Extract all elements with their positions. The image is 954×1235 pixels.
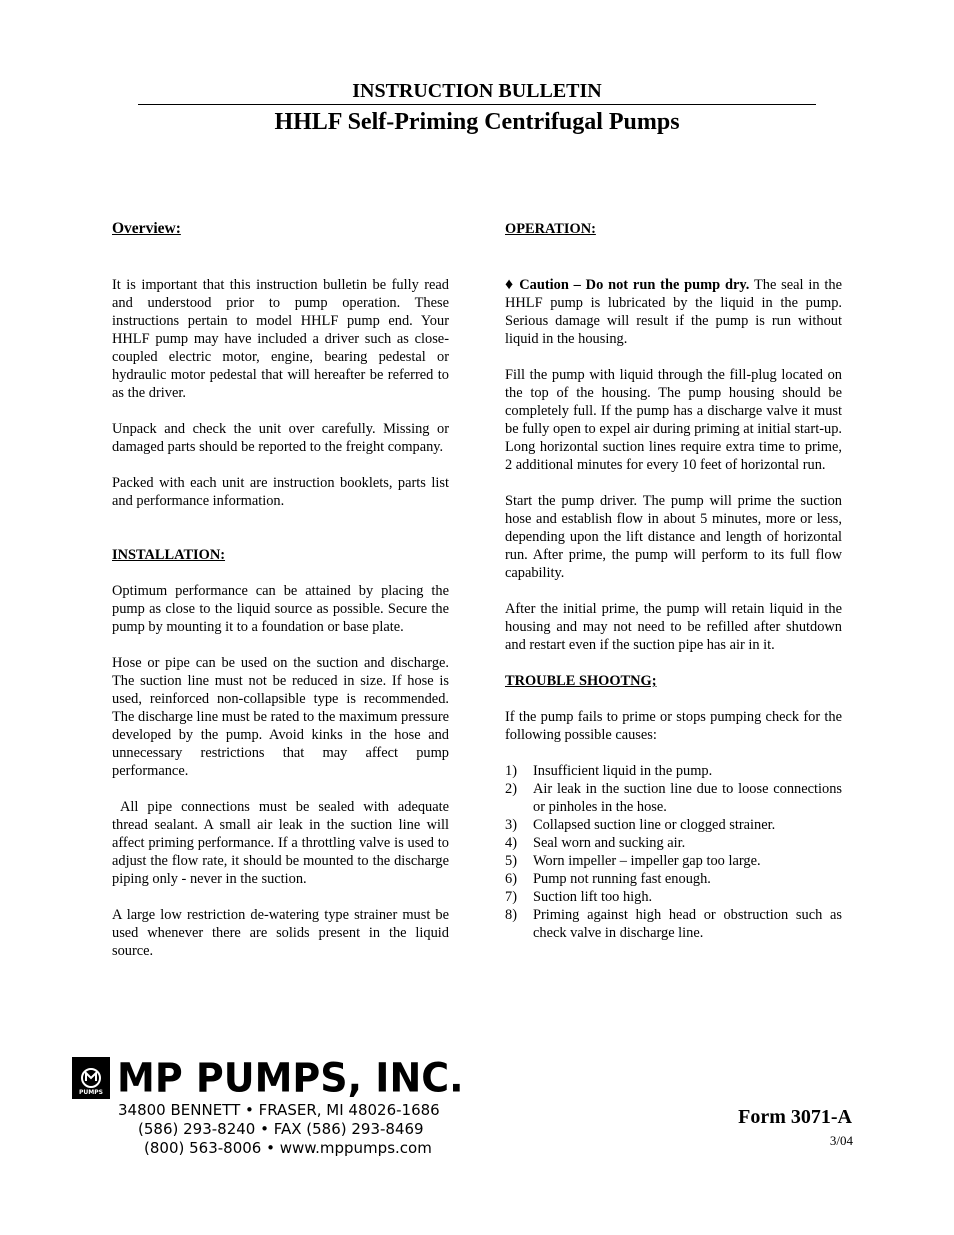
document-header (138, 78, 816, 137)
operation-paragraph: Start the pump driver. The pump will prime the suction hose and establish flow in about 5 minutes, more or less, depending upon the lift distance and length of horizontal run. After prime, the pump will perform to its full flow capability. (505, 493, 842, 581)
installation-paragraph: Optimum performance can be attained by placing the pump as close to the liquid source as possible. Secure the pump by mounting it to a foundation or base plate. (112, 583, 449, 635)
overview-paragraph: Unpack and check the unit over carefully. Missing or damaged parts should be reported to the freight company. (112, 421, 449, 455)
cause-number: 3) (505, 817, 517, 833)
overview-paragraph: It is important that this instruction bulletin be fully read and understood prior to pump operation. These instructions pertain to model HHLF pump end. Your HHLF pump may have included a driver such as close-coupled electric motor, engine, bearing pedestal or hydraulic motor pedestal that will hereafter be referred to as the driver. (112, 277, 449, 401)
operation-paragraph: After the initial prime, the pump will retain liquid in the housing and may not need to be refilled after shutdown and restart even if the suction pipe has air in it. (505, 601, 842, 653)
caution-text: The seal in the HHLF pump is lubricated by the liquid in the pump. Serious damage will result if the pump is run without liquid in the housing. (505, 277, 842, 347)
cause-item (505, 816, 842, 834)
left-column (112, 220, 449, 978)
pump-emblem-icon (72, 1057, 110, 1099)
cause-number: 2) (505, 781, 517, 797)
emblem-label: PUMPS (79, 1089, 103, 1096)
cause-text: Collapsed suction line or clogged strainer. (533, 817, 776, 833)
overview-heading: Overview: (112, 220, 181, 237)
company-address: 34800 BENNETT • FRASER, MI 48026-1686 (118, 1101, 440, 1119)
cause-text: Air leak in the suction line due to loose connections or pinholes in the hose. (533, 781, 842, 815)
caution-label: Caution – Do not run the pump dry. (519, 277, 750, 293)
form-number: Form 3071-A (738, 1106, 852, 1128)
diamond-bullet-icon: ♦ (505, 276, 515, 293)
installation-paragraph: A large low restriction de-watering type strainer must be used whenever there are solids present in the liquid source. (112, 907, 449, 959)
causes-list (505, 762, 842, 942)
operation-paragraph: Fill the pump with liquid through the fill-plug located on the top of the housing. The pump housing should be completely full. If the pump has a discharge valve it must be fully open to expel air during priming at initial start-up. Long horizontal suction lines require extra time to prime, 2 additional minutes for every 10 feet of horizontal run. (505, 367, 842, 473)
document-title: HHLF Self-Priming Centrifugal Pumps (274, 109, 680, 135)
cause-number: 6) (505, 871, 517, 887)
cause-number: 4) (505, 835, 517, 851)
cause-item (505, 888, 842, 906)
operation-heading: OPERATION: (505, 221, 596, 237)
cause-text: Suction lift too high. (533, 889, 653, 905)
cause-item (505, 906, 842, 942)
right-column (505, 220, 842, 942)
company-logo (72, 1055, 480, 1163)
cause-item (505, 852, 842, 870)
cause-item (505, 780, 842, 816)
company-phone: (586) 293-8240 • FAX (586) 293-8469 (138, 1120, 424, 1138)
cause-text: Insufficient liquid in the pump. (533, 763, 713, 779)
cause-text: Pump not running fast enough. (533, 871, 711, 887)
cause-text: Seal worn and sucking air. (533, 835, 686, 851)
brand-name: MP PUMPS, INC. (117, 1054, 464, 1102)
troubleshooting-heading: TROUBLE SHOOTNG; (505, 673, 657, 689)
caution-paragraph (505, 276, 842, 348)
cause-number: 1) (505, 763, 517, 779)
cause-text: Priming against high head or obstruction such as check valve in discharge line. (533, 907, 842, 941)
header-rule (138, 104, 816, 105)
cause-number: 5) (505, 853, 517, 869)
cause-item (505, 834, 842, 852)
cause-number: 7) (505, 889, 517, 905)
company-tollfree: (800) 563-8006 • www.mppumps.com (144, 1139, 432, 1157)
cause-text: Worn impeller – impeller gap too large. (533, 853, 761, 869)
installation-paragraph: All pipe connections must be sealed with adequate thread sealant. A small air leak in the suction line will affect priming performance. If a throttling valve is used to adjust the flow rate, it should be mounted to the discharge piping only - never in the suction. (112, 799, 449, 887)
installation-paragraph: Hose or pipe can be used on the suction and discharge. The suction line must not be reduced in size. If hose is used, reinforced non-collapsible type is recommended. The discharge line must be rated to the maximum pressure developed by the pump. Avoid kinks in the hose and unnecessary restrictions that may affect pump performance. (112, 655, 449, 779)
cause-item (505, 762, 842, 780)
cause-number: 8) (505, 907, 517, 923)
pump-wheel-icon (79, 1067, 103, 1089)
bulletin-kicker: INSTRUCTION BULLETIN (352, 80, 602, 102)
installation-heading: INSTALLATION: (112, 547, 226, 563)
troubleshooting-intro: If the pump fails to prime or stops pumping check for the following possible causes: (505, 709, 842, 743)
cause-item (505, 870, 842, 888)
form-date: 3/04 (829, 1133, 853, 1148)
overview-paragraph: Packed with each unit are instruction booklets, parts list and performance information. (112, 475, 449, 509)
